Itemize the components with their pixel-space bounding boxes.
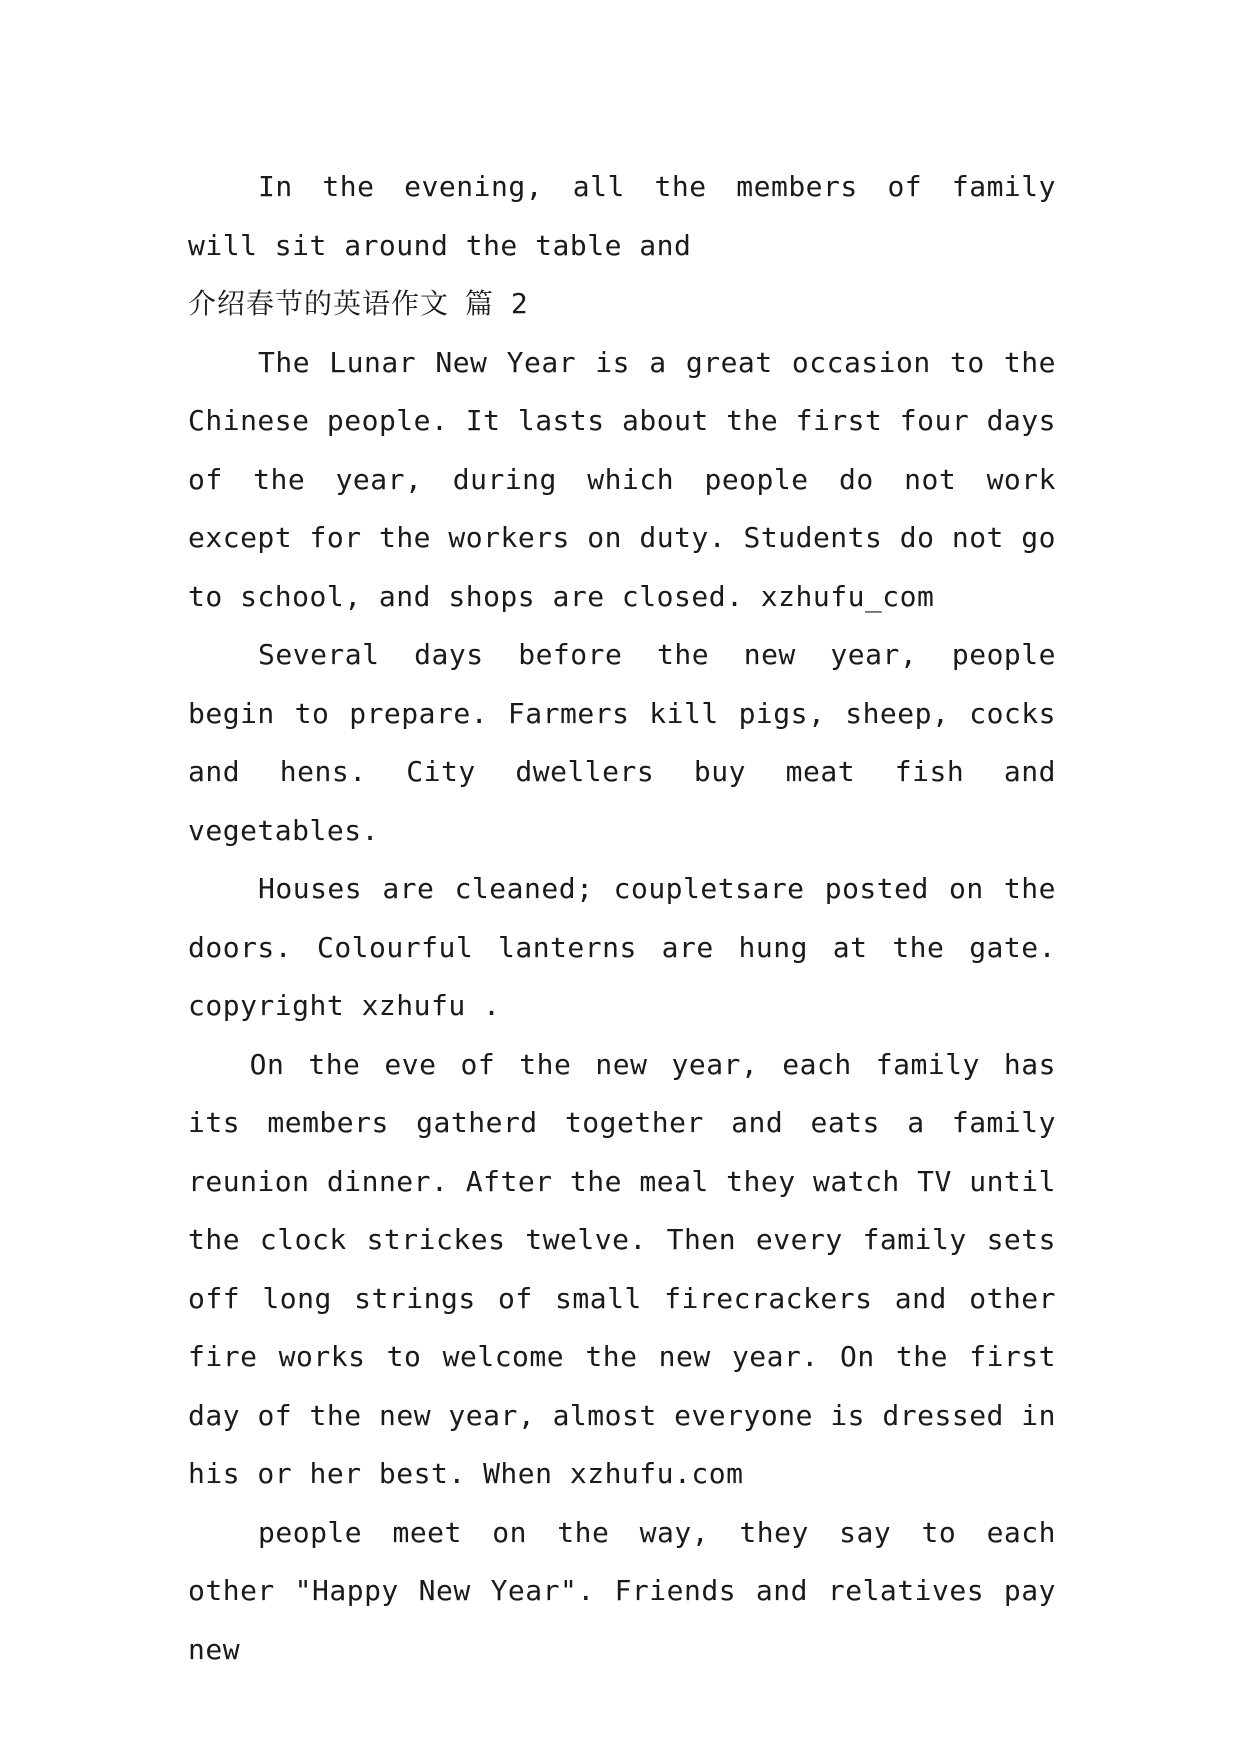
paragraph-preparation: Several days before the new year, people begin to prepare. Farmers kill pigs, sheep, cocks and hens. City dwellers buy meat fish and vegetables.	[188, 638, 1056, 847]
paragraph-houses: Houses are cleaned; coupletsare posted on the doors. Colourful lanterns are hung at the gate. copyright xzhufu .	[188, 872, 1056, 1022]
section-heading	[188, 275, 1056, 334]
heading-title: 介绍春节的英语作文	[188, 287, 450, 320]
document-body	[188, 158, 1056, 1679]
paragraph-new-year-eve: On the eve of the new year, each family has its members gatherd together and eats a family reunion dinner. After the meal they watch TV until the clock strickes twelve. Then every family sets off long strings of small firecrackers and other fire works to welcome the new year. On the first day of the new year, almost everyone is dressed in his or her best. When xzhufu.com	[188, 1047, 1056, 1490]
heading-number: 篇 2	[465, 287, 529, 320]
paragraph-evening: In the evening, all the members of family will sit around the table and	[188, 170, 1056, 262]
paragraph-lunar-new-year: The Lunar New Year is a great occasion to the Chinese people. It lasts about the first four days of the year, during which people do not work except for the workers on duty. Students do not go to school, and shops are closed. xzhufu_com	[188, 345, 1056, 613]
paragraph-greetings: people meet on the way, they say to each other "Happy New Year". Friends and relatives pay new	[188, 1515, 1056, 1666]
